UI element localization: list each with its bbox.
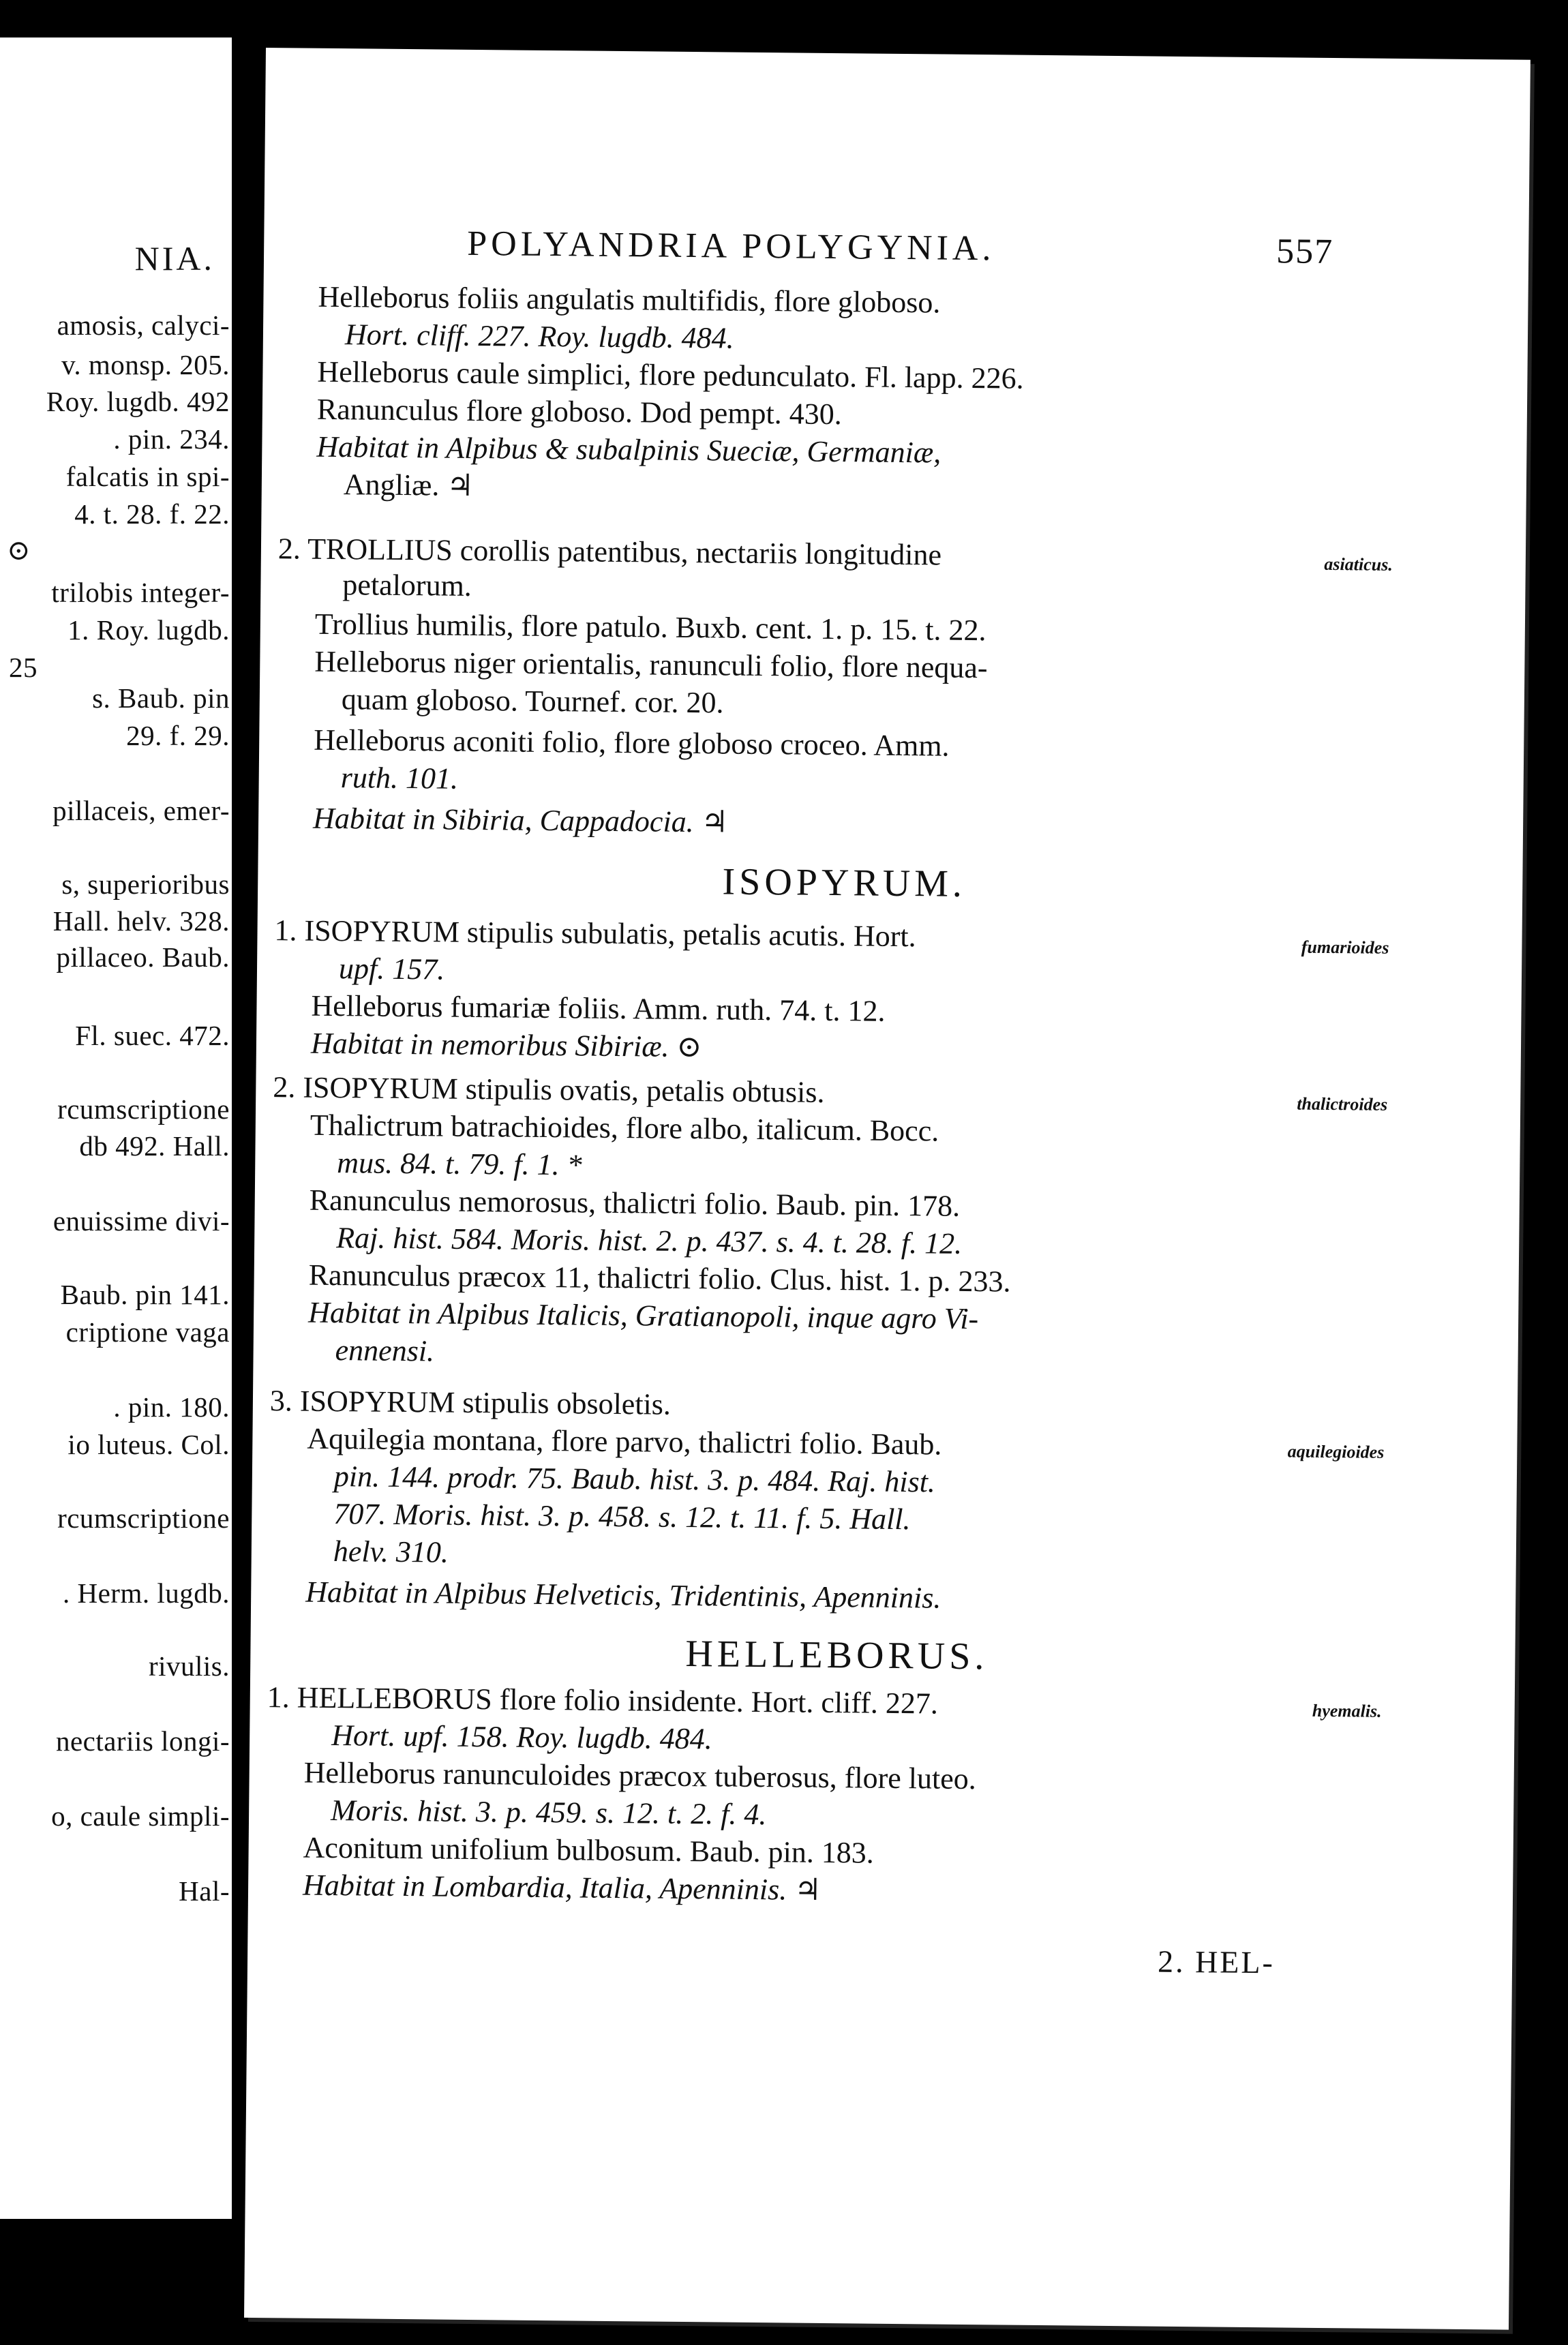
habitat-line: Habitat in Sibiria, Cappadocia. ♃ [312,801,729,839]
trivial-name-hyemalis: hyemalis. [1312,1700,1382,1721]
left-line: rcumscriptione [57,1093,230,1125]
synonym-line: Helleborus aconiti folio, flore globoso croceo. Amm. [314,723,950,763]
left-line: nectariis longi- [55,1725,230,1757]
genus-heading-isopyrum: ISOPYRUM. [722,860,967,905]
habitat-line: Habitat in Lombardia, Italia, Apenninis. ♃ [302,1868,821,1907]
reference-line: Moris. hist. 3. p. 459. s. 12. t. 2. f. 4. [330,1794,767,1832]
left-line: amosis, calyci- [57,309,230,341]
left-line: criptione vaga [65,1316,230,1348]
left-line: v. monsp. 205. [61,349,230,380]
synonym-line: Ranunculus præcox 11, thalictri folio. Clus. hist. 1. p. 233. [308,1258,1011,1299]
reference-line: 707. Moris. hist. 3. p. 458. s. 12. t. 11. f. 5. Hall. [333,1497,911,1537]
reference-line: upf. 157. [338,952,445,986]
left-line: 29. f. 29. [126,720,230,751]
left-line: Roy. lugdb. 492 [46,386,230,417]
synonym-line: Helleborus niger orientalis, ranunculi folio, flore nequa- [314,644,988,685]
trivial-name-fumarioides: fumarioides [1301,937,1389,958]
reference-line: mus. 84. t. 79. f. 1. * [337,1146,582,1182]
reference-line: ruth. 101. [340,761,459,796]
entry-line: Helleborus foliis angulatis multifidis, flore globoso. [318,279,941,320]
species-diagnosis: 2. ISOPYRUM stipulis ovatis, petalis obtusis. [273,1070,825,1109]
habitat-line: Habitat in Alpibus Italicis, Gratianopoli, inque agro Vi- [307,1295,979,1336]
left-line: rcumscriptione [57,1502,230,1534]
synonym-line: Ranunculus nemorosus, thalictri folio. Baub. pin. 178. [309,1183,961,1223]
left-line: 4. t. 28. f. 22. [74,498,230,530]
habitat-line: Habitat in nemoribus Sibiriæ. ⊙ [310,1026,702,1064]
left-line: Fl. suec. 472. [75,1020,230,1051]
left-line: . pin. 180. [113,1391,230,1423]
synonym-line: Helleborus fumariæ foliis. Amm. ruth. 74. t. 12. [311,988,886,1028]
left-line: enuissime divi- [52,1205,230,1237]
page-content [267,48,1393,2308]
habitat-line: Habitat in Alpibus Helveticis, Tridentinis, Apenninis. [305,1575,941,1615]
synonym-line: Thalictrum batrachioides, flore albo, italicum. Bocc. [310,1108,939,1148]
habitat-line: Habitat in Alpibus & subalpinis Sueciæ, Germaniæ, [316,429,941,470]
left-line: s. Baub. pin [92,682,230,714]
genus-heading-helleborus: HELLEBORUS. [685,1633,989,1678]
synonym-line: Helleborus ranunculoides præcox tuberosus, flore luteo. [303,1755,976,1796]
species-diagnosis: 1. HELLEBORUS flore folio insidente. Hort. cliff. 227. [267,1680,939,1721]
habitat-line: Angliæ. ♃ [343,468,474,502]
left-facing-page [0,37,235,2219]
left-line: rivulis. [148,1650,230,1682]
left-line: 25 [9,652,37,683]
page-number: 557 [1276,232,1334,272]
habitat-line: ennensi. [335,1333,435,1368]
left-line: pillaceo. Baub. [56,941,230,973]
left-line: s, superioribus [61,868,230,900]
trivial-name-thalictroides: thalictroides [1297,1093,1388,1115]
left-line: db 492. Hall. [79,1130,230,1162]
left-line: pillaceis, emer- [52,795,230,826]
species-diagnosis: 3. ISOPYRUM stipulis obsoletis. [269,1384,672,1421]
left-line: Baub. pin 141. [60,1279,230,1310]
left-line: o, caule simpli- [51,1800,230,1832]
left-line: falcatis in spi- [65,461,230,492]
synonym-line: quam globoso. Tournef. cor. 20. [341,682,724,720]
synonym-line: Helleborus caule simplici, flore pedunculato. Fl. lapp. 226. [317,354,1024,395]
left-line: . Herm. lugdb. [63,1577,230,1609]
gutter-shadow [232,37,244,2219]
reference-line: helv. 310. [333,1534,449,1569]
synonym-line: Aconitum unifolium bulbosum. Baub. pin. 183. [303,1830,875,1870]
left-line: trilobis integer- [51,577,230,608]
species-diagnosis: 1. ISOPYRUM stipulis subulatis, petalis acutis. Hort. [274,913,916,954]
diagnosis-continued: petalorum. [342,568,472,603]
left-line: ⊙ [7,534,31,566]
left-page-header: NIA. [134,239,215,277]
reference-line: Hort. cliff. 227. Roy. lugdb. 484. [344,318,734,355]
left-line: 1. Roy. lugdb. [67,614,230,646]
reference-line: Raj. hist. 584. Moris. hist. 2. p. 437. s. 4. t. 28. f. 12. [336,1221,963,1260]
running-head: POLYANDRIA POLYGYNIA. [466,224,995,269]
synonym-line: Trollius humilis, flore patulo. Buxb. cent. 1. p. 15. t. 22. [314,607,986,648]
species-diagnosis: 2. TROLLIUS corollis patentibus, nectariis longitudine [277,532,942,572]
synonym-line: Ranunculus flore globoso. Dod pempt. 430. [316,392,843,432]
synonym-line: Aquilegia montana, flore parvo, thalictri folio. Baub. [307,1421,942,1462]
trivial-name-asiaticus: asiaticus. [1324,554,1393,575]
left-line: Hal- [179,1875,230,1907]
left-line: Hall. helv. 328. [52,905,230,937]
reference-line: Hort. upf. 158. Roy. lugdb. 484. [331,1719,713,1756]
catchword: 2. HEL- [1157,1943,1276,1980]
left-line: . pin. 234. [113,423,230,455]
trivial-name-aquilegioides: aquilegioides [1287,1441,1385,1462]
main-page [244,48,1531,2330]
reference-line: pin. 144. prodr. 75. Baub. hist. 3. p. 484. Raj. hist. [333,1459,936,1499]
left-line: io luteus. Col. [67,1429,230,1460]
